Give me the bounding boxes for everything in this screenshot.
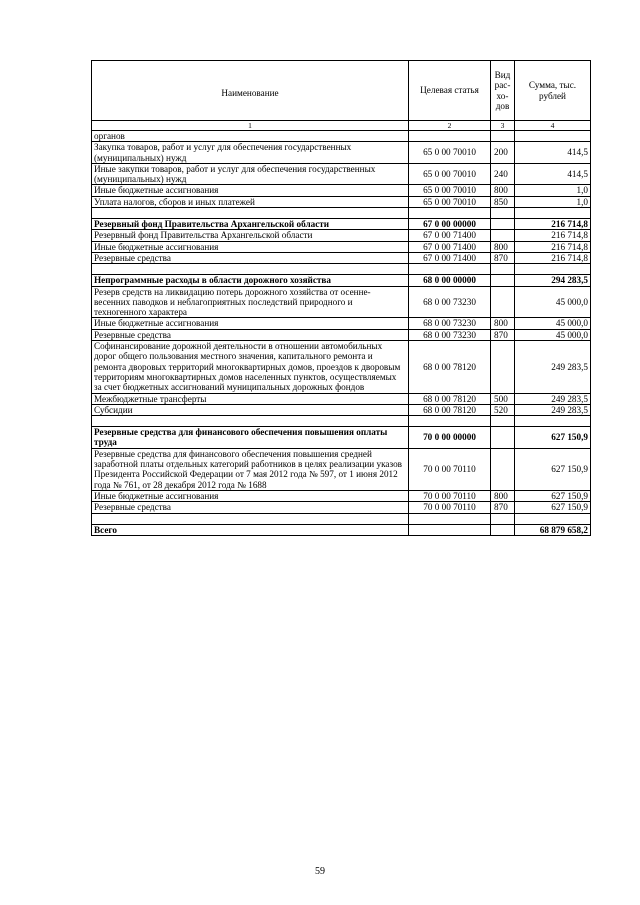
empty-cell — [92, 264, 409, 275]
article-cell: 68 0 00 78120 — [409, 404, 491, 415]
empty-cell — [409, 208, 491, 219]
expense-type-cell: 520 — [491, 404, 515, 415]
article-cell: 70 0 00 70110 — [409, 502, 491, 513]
empty-cell — [409, 416, 491, 427]
article-cell: 67 0 00 71400 — [409, 230, 491, 241]
expense-type-cell: 870 — [491, 252, 515, 263]
header-vid: Вид рас-хо-дов — [491, 61, 515, 121]
empty-cell — [92, 208, 409, 219]
name-cell: Резервные средства — [92, 252, 409, 263]
table-row — [92, 131, 591, 142]
article-cell: 70 0 00 70110 — [409, 490, 491, 501]
article-cell: 70 0 00 70110 — [409, 448, 491, 490]
spacer-row — [92, 416, 591, 427]
amount-cell: 216 714,8 — [515, 219, 591, 230]
expense-type-cell: 800 — [491, 490, 515, 501]
name-cell: Резерв средств на ликвидацию потерь дорожного хозяйства от осенне-весенних паводков и неблагоприятных последствий природного и техногенного характера — [92, 286, 409, 318]
column-number-row — [92, 121, 591, 131]
table-row — [92, 502, 591, 513]
table-row — [92, 163, 591, 185]
spacer-row — [92, 208, 591, 219]
name-cell: Иные закупки товаров, работ и услуг для обеспечения государственных (муниципальных) нужд — [92, 163, 409, 185]
table-row — [92, 196, 591, 207]
amount-cell: 1,0 — [515, 196, 591, 207]
header-name: Наименование — [92, 61, 409, 121]
article-cell: 65 0 00 70010 — [409, 163, 491, 185]
empty-cell — [409, 513, 491, 524]
table-row — [92, 185, 591, 196]
empty-cell — [515, 208, 591, 219]
expense-type-cell: 240 — [491, 163, 515, 185]
empty-cell — [491, 416, 515, 427]
name-cell: Резервные средства для финансового обеспечения повышения оплаты труда — [92, 427, 409, 449]
expense-type-cell — [491, 230, 515, 241]
table-row — [92, 286, 591, 318]
amount-cell: 45 000,0 — [515, 329, 591, 340]
page-number: 59 — [315, 866, 325, 877]
name-cell: органов — [92, 131, 409, 142]
article-cell: 68 0 00 00000 — [409, 275, 491, 286]
article-cell: 65 0 00 70010 — [409, 196, 491, 207]
name-cell: Резервный фонд Правительства Архангельской области — [92, 219, 409, 230]
table-body — [92, 131, 591, 536]
amount-cell: 627 150,9 — [515, 427, 591, 449]
empty-cell — [515, 264, 591, 275]
expense-type-cell — [491, 131, 515, 142]
empty-cell — [92, 416, 409, 427]
article-cell: 67 0 00 71400 — [409, 252, 491, 263]
article-cell — [409, 131, 491, 142]
expense-type-cell: 870 — [491, 502, 515, 513]
empty-cell — [409, 264, 491, 275]
expense-type-cell — [491, 286, 515, 318]
amount-cell: 627 150,9 — [515, 448, 591, 490]
spacer-row — [92, 513, 591, 524]
name-cell: Резервные средства для финансового обеспечения повышения средней заработной платы отдельных категорий работников в целях реализации указов Президента Российской Федерации от 7 мая 2012 года № 597, от 1 июня 2012 года № 761, от 28 декабря 2012 года № 1688 — [92, 448, 409, 490]
expense-type-cell: 200 — [491, 142, 515, 164]
section-total-row — [92, 524, 591, 535]
header-sum: Сумма, тыс. рублей — [515, 61, 591, 121]
expense-type-cell: 500 — [491, 393, 515, 404]
amount-cell: 249 283,5 — [515, 393, 591, 404]
name-cell: Непрограммные расходы в области дорожного хозяйства — [92, 275, 409, 286]
name-cell: Всего — [92, 524, 409, 535]
table-row — [92, 329, 591, 340]
name-cell: Иные бюджетные ассигнования — [92, 241, 409, 252]
amount-cell: 216 714,8 — [515, 252, 591, 263]
amount-cell: 216 714,8 — [515, 230, 591, 241]
article-cell: 65 0 00 70010 — [409, 142, 491, 164]
amount-cell: 216 714,8 — [515, 241, 591, 252]
header-article: Целевая статья — [409, 61, 491, 121]
name-cell: Иные бюджетные ассигнования — [92, 490, 409, 501]
name-cell: Субсидии — [92, 404, 409, 415]
name-cell: Иные бюджетные ассигнования — [92, 318, 409, 329]
section-total-row — [92, 275, 591, 286]
article-cell: 70 0 00 00000 — [409, 427, 491, 449]
expense-type-cell — [491, 427, 515, 449]
table-row — [92, 252, 591, 263]
amount-cell: 249 283,5 — [515, 341, 591, 393]
article-cell: 68 0 00 78120 — [409, 393, 491, 404]
spacer-row — [92, 264, 591, 275]
name-cell: Резервный фонд Правительства Архангельской области — [92, 230, 409, 241]
table-row — [92, 341, 591, 393]
article-cell: 68 0 00 73230 — [409, 329, 491, 340]
expense-type-cell: 800 — [491, 185, 515, 196]
name-cell: Софинансирование дорожной деятельности в отношении автомобильных дорог общего пользования местного значения, капитального ремонта и ремонта дворовых территорий многоквартирных домов, проездов к дворовым территориям многоквартирных домов населенных пунктов, осуществляемых за счет бюджетных ассигнований муниципальных дорожных фондов — [92, 341, 409, 393]
expense-type-cell: 870 — [491, 329, 515, 340]
amount-cell: 627 150,9 — [515, 490, 591, 501]
empty-cell — [515, 513, 591, 524]
empty-cell — [515, 416, 591, 427]
empty-cell — [491, 264, 515, 275]
amount-cell: 627 150,9 — [515, 502, 591, 513]
column-number: 2 — [409, 121, 491, 131]
section-total-row — [92, 219, 591, 230]
table-row — [92, 448, 591, 490]
expense-type-cell — [491, 448, 515, 490]
article-cell: 68 0 00 73230 — [409, 286, 491, 318]
amount-cell: 45 000,0 — [515, 318, 591, 329]
amount-cell: 68 879 658,2 — [515, 524, 591, 535]
empty-cell — [491, 513, 515, 524]
article-cell: 65 0 00 70010 — [409, 185, 491, 196]
article-cell: 67 0 00 71400 — [409, 241, 491, 252]
table-row — [92, 490, 591, 501]
column-number: 4 — [515, 121, 591, 131]
article-cell: 68 0 00 78120 — [409, 341, 491, 393]
amount-cell: 414,5 — [515, 142, 591, 164]
expense-type-cell — [491, 341, 515, 393]
empty-cell — [92, 513, 409, 524]
expense-type-cell: 800 — [491, 241, 515, 252]
table-row — [92, 142, 591, 164]
amount-cell — [515, 131, 591, 142]
section-total-row — [92, 427, 591, 449]
amount-cell: 1,0 — [515, 185, 591, 196]
article-cell: 67 0 00 00000 — [409, 219, 491, 230]
amount-cell: 294 283,5 — [515, 275, 591, 286]
table-row — [92, 230, 591, 241]
table-header-row — [92, 61, 591, 121]
table-row — [92, 404, 591, 415]
expense-type-cell — [491, 275, 515, 286]
name-cell: Межбюджетные трансферты — [92, 393, 409, 404]
column-number: 3 — [491, 121, 515, 131]
empty-cell — [491, 208, 515, 219]
table-row — [92, 318, 591, 329]
amount-cell: 249 283,5 — [515, 404, 591, 415]
expense-type-cell — [491, 219, 515, 230]
amount-cell: 45 000,0 — [515, 286, 591, 318]
column-number: 1 — [92, 121, 409, 131]
expense-type-cell — [491, 524, 515, 535]
article-cell: 68 0 00 73230 — [409, 318, 491, 329]
table-row — [92, 393, 591, 404]
name-cell: Резервные средства — [92, 502, 409, 513]
name-cell: Уплата налогов, сборов и иных платежей — [92, 196, 409, 207]
article-cell — [409, 524, 491, 535]
name-cell: Иные бюджетные ассигнования — [92, 185, 409, 196]
expense-type-cell: 800 — [491, 318, 515, 329]
name-cell: Резервные средства — [92, 329, 409, 340]
name-cell: Закупка товаров, работ и услуг для обеспечения государственных (муниципальных) нужд — [92, 142, 409, 164]
amount-cell: 414,5 — [515, 163, 591, 185]
expense-type-cell: 850 — [491, 196, 515, 207]
budget-table — [91, 60, 591, 536]
table-row — [92, 241, 591, 252]
